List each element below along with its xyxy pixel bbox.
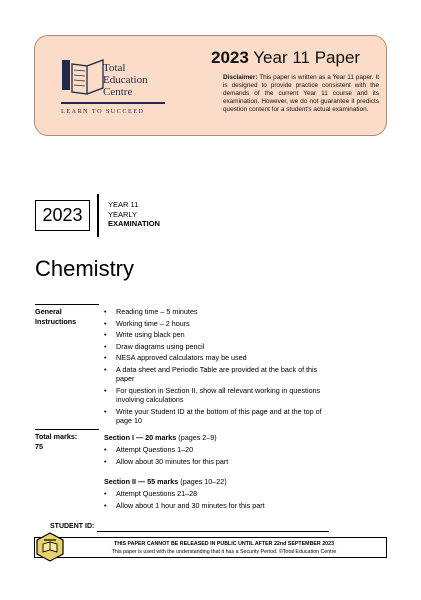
paper-title (211, 48, 360, 68)
logo-line: Education (103, 74, 148, 86)
list-item: • Reading time – 5 minutes (102, 307, 332, 316)
general-label (35, 307, 76, 326)
section-rule (35, 304, 99, 305)
list-item: • Write your Student ID at the bottom of this page and at the top of page 10 (102, 407, 332, 426)
section-2-pages: (pages 10–22) (178, 477, 227, 486)
general-instructions-list (102, 307, 332, 426)
hexagon-book-icon (35, 532, 65, 562)
section-1-title: Section I — 20 marks (104, 433, 177, 442)
disclaimer-label: Disclaimer: (223, 74, 258, 81)
subject-title: Chemistry (35, 256, 135, 281)
section-2-title: Section II — 55 marks (104, 477, 179, 486)
security-notice: This paper is used with the understanding that it has a Security Period. ©Total Education Centre (111, 549, 337, 555)
section-1-list (102, 445, 332, 466)
total-marks-value: 75 (35, 441, 43, 451)
general-label-line: Instructions (35, 316, 77, 326)
year-box: 2023 (35, 200, 90, 231)
list-item: • Working time – 2 hours (102, 319, 332, 328)
exam-line-yearly: YEARLY (108, 209, 138, 219)
paper-name: Year 11 Paper (253, 48, 361, 67)
list-item: • A data sheet and Periodic Table are provided at the back of this paper (102, 365, 332, 384)
paper-year: 2023 (211, 48, 249, 67)
exam-line-year: YEAR 11 (108, 200, 139, 209)
logo (55, 54, 195, 134)
list-item: • For question in Section II, show all relevant working in questions involving calculations (102, 386, 332, 405)
list-item: • Attempt Questions 21–28 (102, 489, 332, 498)
logo-name (103, 62, 148, 98)
section-1-pages: (pages 2–9) (176, 433, 217, 442)
section-1-heading (104, 433, 217, 442)
student-id-field[interactable] (97, 531, 329, 532)
section-rule (35, 429, 99, 430)
exam-type (108, 200, 160, 229)
open-book-icon (61, 58, 107, 98)
disclaimer-text: This paper is written as a Year 11 paper. It is designed to provide practice consistent with the demands of the current Year 11 course and its examination. However, we do not guarantee it predicts question content for a student's actual examination. (223, 74, 379, 113)
student-id-label: STUDENT ID: (50, 523, 95, 530)
total-marks-label (35, 432, 77, 451)
header-box (34, 35, 387, 136)
section-2-heading (104, 477, 227, 486)
list-item: • NESA approved calculators may be used (102, 353, 332, 362)
list-item: • Draw diagrams using pencil (102, 342, 332, 351)
list-item: • Write using black pen (102, 330, 332, 339)
logo-line: Centre (103, 86, 133, 98)
total-marks-label-line: Total marks: (35, 432, 78, 441)
list-item: • Allow about 30 minutes for this part (102, 457, 332, 466)
logo-line: Total (103, 62, 126, 74)
disclaimer (223, 74, 379, 114)
logo-rule (61, 102, 165, 104)
footer-box (34, 537, 387, 558)
list-item: • Allow about 1 hour and 30 minutes for this part (102, 501, 332, 510)
general-label-line: General (35, 307, 62, 316)
release-notice: THIS PAPER CANNOT BE RELEASED IN PUBLIC UNTIL AFTER 22nd SEPTEMBER 2023 (113, 541, 335, 547)
logo-tagline: LEARN TO SUCCEED (61, 108, 145, 115)
section-2-list (102, 489, 332, 510)
exam-line-examination: EXAMINATION (108, 219, 160, 228)
year-divider (97, 194, 99, 237)
list-item: • Attempt Questions 1–20 (102, 445, 332, 454)
